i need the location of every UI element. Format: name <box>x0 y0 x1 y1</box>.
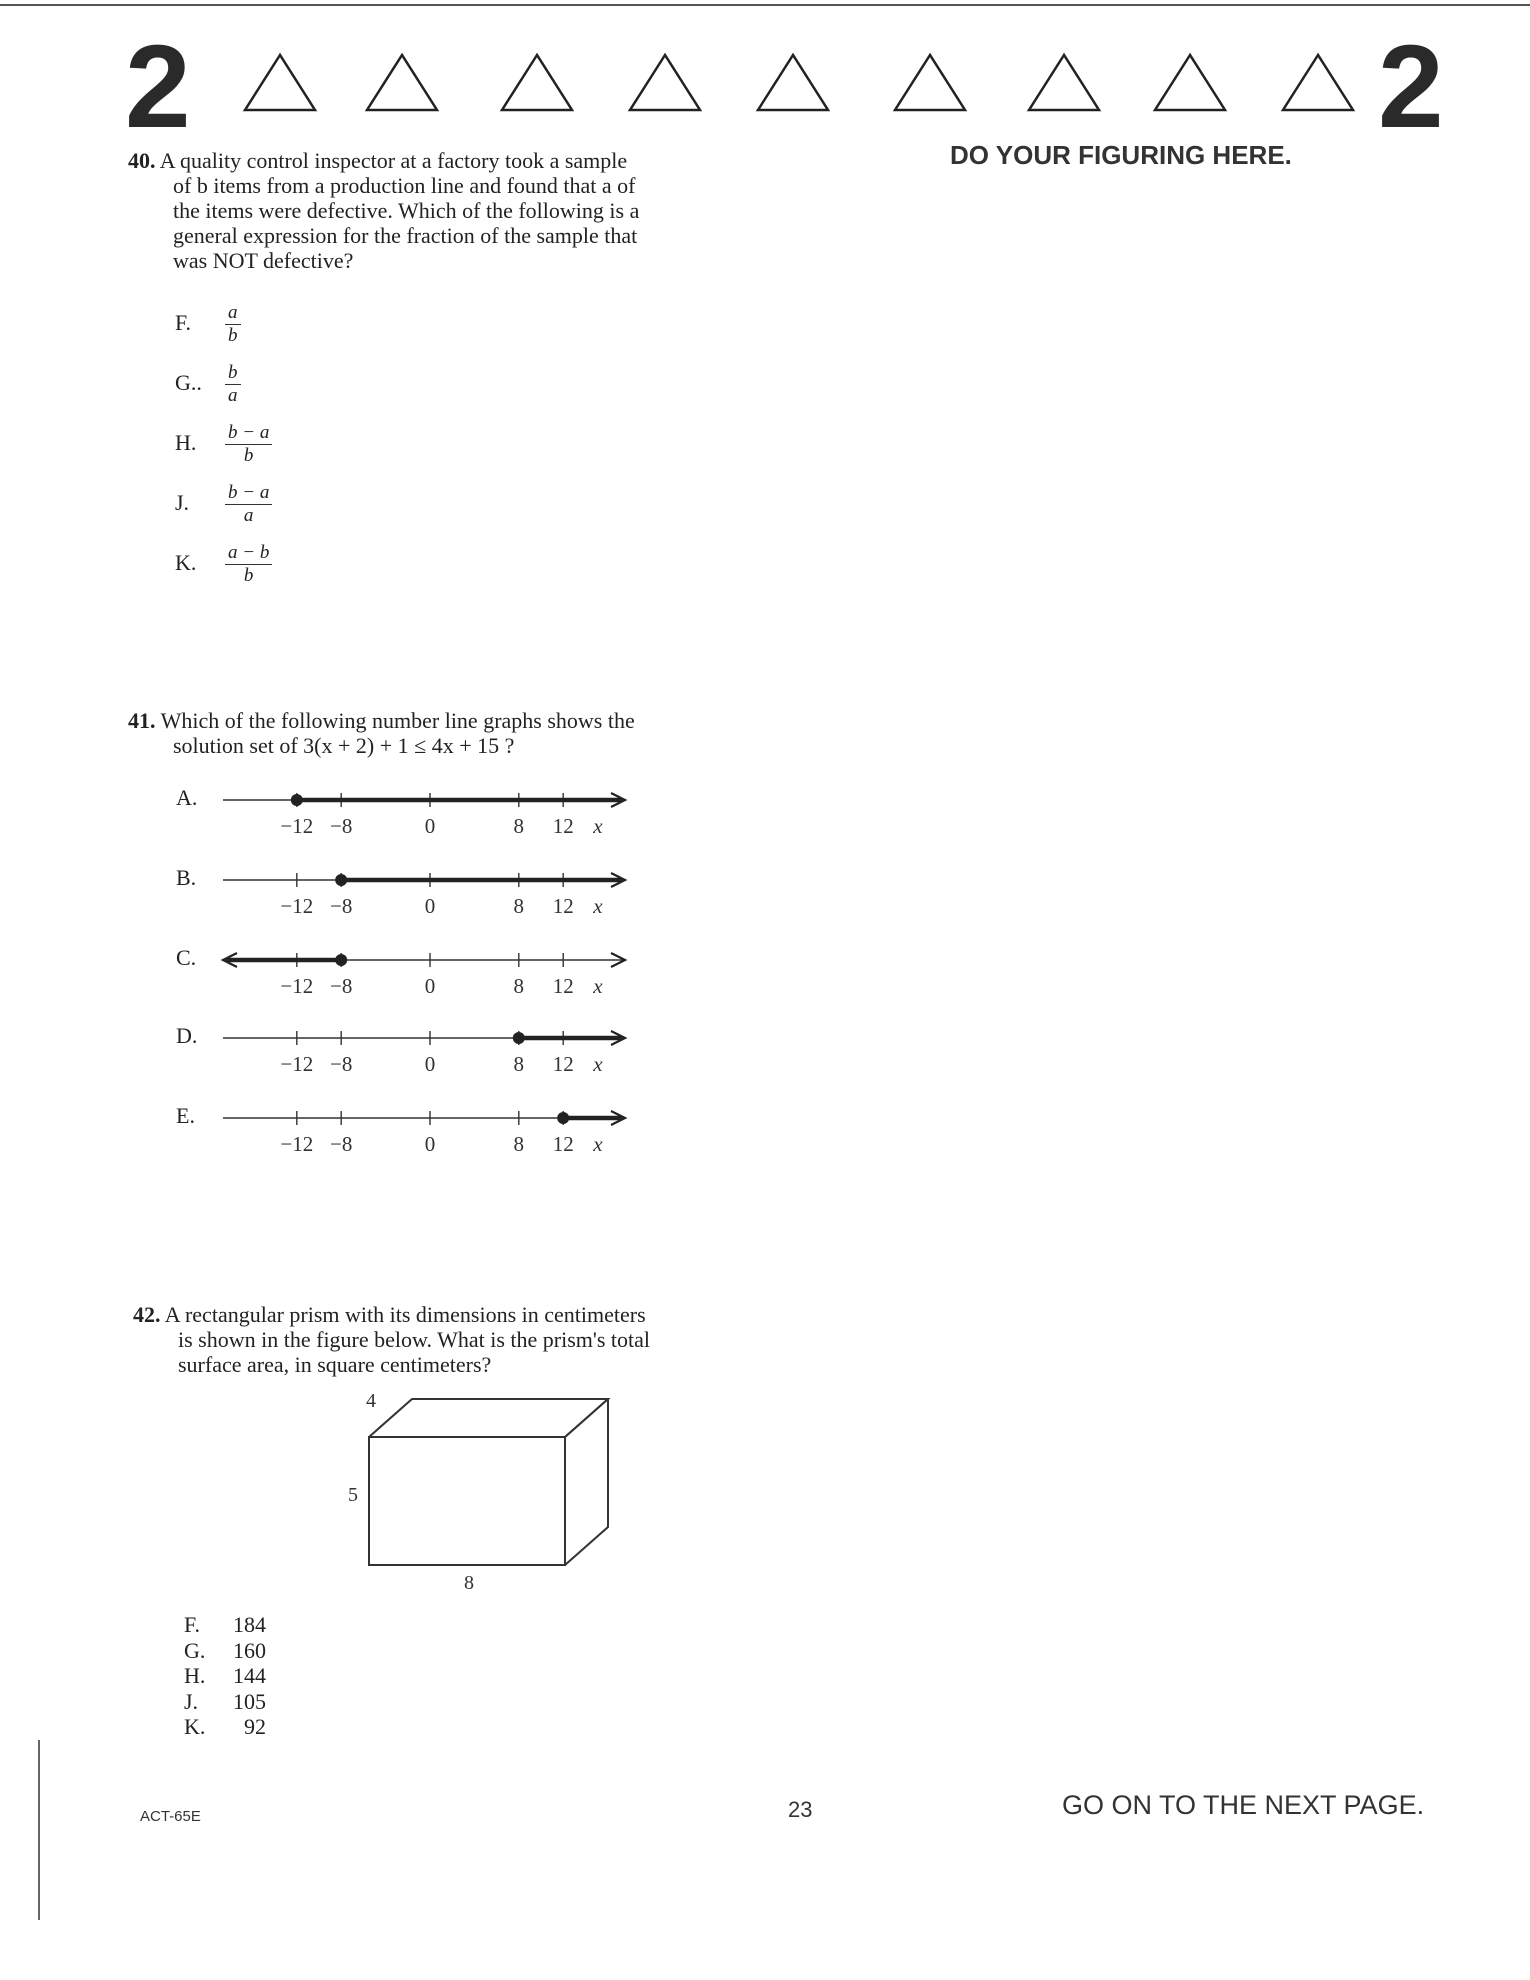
option-value: 105 <box>233 1688 266 1714</box>
question-text: is shown in the figure below. What is the prism's total <box>178 1327 651 1352</box>
triangle-icon <box>1283 55 1353 110</box>
denominator: b <box>228 325 238 346</box>
fraction <box>225 542 272 587</box>
question-number: 42. <box>133 1302 161 1327</box>
tick-label: 12 <box>552 814 574 838</box>
question-number: 41. <box>128 708 156 733</box>
tick-label: −12 <box>280 814 314 838</box>
tick-label: 0 <box>424 814 436 838</box>
denominator: b <box>243 565 254 586</box>
next-page-note: GO ON TO THE NEXT PAGE. <box>1062 1790 1425 1820</box>
numerator: a <box>225 302 241 325</box>
question-text: A quality control inspector at a factory took a sample <box>159 148 628 173</box>
option-letter: F. <box>184 1612 200 1637</box>
option-letter: J. <box>184 1688 199 1714</box>
closed-endpoint-dot <box>557 1112 569 1124</box>
question-text: Which of the following number line graphs shows the <box>160 708 635 733</box>
answer-option-F[interactable] <box>175 302 241 347</box>
triangle-icon <box>758 55 828 110</box>
option-value: 92 <box>244 1714 266 1739</box>
tick-label: 8 <box>513 894 525 918</box>
answer-option-J[interactable] <box>184 1689 266 1715</box>
closed-endpoint-dot <box>335 954 347 966</box>
triangle-row <box>0 0 1530 140</box>
q42-options <box>184 1612 266 1740</box>
tick-label: −12 <box>280 974 314 998</box>
closed-endpoint-dot <box>291 794 303 806</box>
dimension-height: 5 <box>348 1484 358 1506</box>
option-letter: K. <box>175 549 197 575</box>
question-text: solution set of 3(x + 2) + 1 ≤ 4x + 15 ? <box>173 733 515 758</box>
axis-variable-label: x <box>593 814 603 838</box>
number-line <box>170 945 650 1015</box>
option-value: 144 <box>233 1663 266 1688</box>
axis-variable-label: x <box>593 894 603 918</box>
tick-label: −8 <box>330 1132 353 1156</box>
tick-label: −8 <box>330 974 353 998</box>
triangle-icon <box>245 55 315 110</box>
number-line <box>170 1023 650 1093</box>
figuring-note: DO YOUR FIGURING HERE. <box>950 140 1292 170</box>
tick-label: 0 <box>424 894 436 918</box>
question-41 <box>128 708 788 758</box>
fraction <box>225 362 241 407</box>
option-letter: J. <box>175 489 190 515</box>
option-letter: H. <box>175 429 197 455</box>
tick-label: −8 <box>330 1052 353 1076</box>
scan-margin-line <box>38 1740 40 1920</box>
dimension-depth: 4 <box>366 1390 376 1412</box>
numerator: a − b <box>225 542 272 565</box>
fraction <box>225 422 272 467</box>
option-letter: E. <box>176 1103 195 1128</box>
tick-label: −12 <box>280 894 314 918</box>
numerator: b − a <box>225 482 272 505</box>
tick-label: 0 <box>424 1052 436 1076</box>
triangle-icon <box>895 55 965 110</box>
section-number-right: 2 <box>1378 21 1444 153</box>
option-value: 184 <box>233 1612 266 1637</box>
prism-front-face <box>369 1437 565 1565</box>
option-letter: H. <box>184 1663 206 1688</box>
question-text: surface area, in square centimeters? <box>178 1352 492 1377</box>
answer-option-H[interactable] <box>184 1663 266 1689</box>
question-text: general expression for the fraction of the sample that <box>173 223 638 248</box>
fraction <box>225 482 272 527</box>
closed-endpoint-dot <box>335 874 347 886</box>
page-number: 23 <box>788 1797 813 1822</box>
option-letter: G. <box>184 1637 206 1663</box>
tick-label: 12 <box>552 974 574 998</box>
question-number: 40. <box>128 148 156 173</box>
denominator: a <box>243 505 254 526</box>
tick-label: 8 <box>513 814 525 838</box>
answer-option-G[interactable] <box>184 1638 266 1664</box>
option-value: 160 <box>233 1637 266 1663</box>
option-letter: C. <box>176 945 197 970</box>
option-letter: K. <box>184 1714 206 1739</box>
number-line <box>170 865 650 935</box>
option-letter: G.. <box>175 369 202 395</box>
tick-label: 12 <box>552 1132 574 1156</box>
axis-variable-label: x <box>593 974 603 998</box>
tick-label: 8 <box>513 974 525 998</box>
triangle-icon <box>367 55 437 110</box>
tick-label: −8 <box>330 894 353 918</box>
prism-side-face <box>565 1399 608 1565</box>
answer-option-K[interactable] <box>184 1714 266 1740</box>
question-text: A rectangular prism with its dimensions in centimeters <box>164 1302 646 1327</box>
tick-label: 12 <box>552 1052 574 1076</box>
tick-label: 8 <box>513 1052 525 1076</box>
section-number-left: 2 <box>125 21 191 153</box>
question-text: of b items from a production line and found that a of <box>173 173 636 198</box>
tick-label: −8 <box>330 814 353 838</box>
triangle-icon <box>630 55 700 110</box>
axis-variable-label: x <box>593 1052 603 1076</box>
option-letter: F. <box>175 309 191 335</box>
question-text: the items were defective. Which of the following is a <box>173 198 640 223</box>
closed-endpoint-dot <box>513 1032 525 1044</box>
question-text: was NOT defective? <box>173 248 354 273</box>
form-code: ACT-65E <box>140 1808 201 1825</box>
answer-option-K[interactable] <box>175 542 272 587</box>
numerator: b <box>225 362 241 385</box>
denominator: b <box>243 445 254 466</box>
triangle-icon <box>1029 55 1099 110</box>
tick-label: −12 <box>280 1052 314 1076</box>
option-letter: B. <box>176 865 197 890</box>
question-40 <box>128 148 778 273</box>
fraction <box>225 302 241 347</box>
answer-option-J[interactable] <box>175 482 272 527</box>
tick-label: 0 <box>424 1132 436 1156</box>
number-line <box>170 1103 650 1173</box>
tick-label: −12 <box>280 1132 314 1156</box>
answer-option-G[interactable] <box>175 362 241 407</box>
answer-option-H[interactable] <box>175 422 272 467</box>
denominator: a <box>228 385 238 406</box>
option-letter: D. <box>176 1023 198 1048</box>
question-42 <box>133 1302 793 1377</box>
answer-option-F[interactable] <box>184 1612 266 1638</box>
triangle-icon <box>1155 55 1225 110</box>
tick-label: 0 <box>424 974 436 998</box>
dimension-width: 8 <box>464 1572 474 1594</box>
rectangular-prism-figure <box>340 1385 630 1595</box>
number-line <box>170 785 650 855</box>
numerator: b − a <box>225 422 272 445</box>
tick-label: 8 <box>513 1132 525 1156</box>
axis-variable-label: x <box>593 1132 603 1156</box>
tick-label: 12 <box>552 894 574 918</box>
option-letter: A. <box>176 785 198 810</box>
triangle-icon <box>502 55 572 110</box>
